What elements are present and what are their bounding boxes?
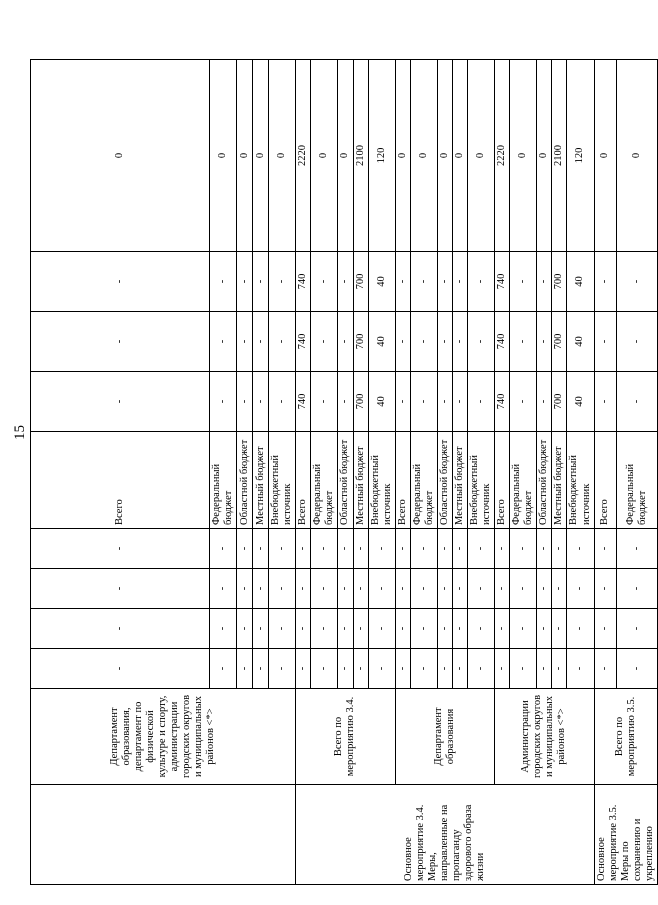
value-cell: - [468, 312, 495, 372]
value-cell: - [452, 372, 467, 432]
value-cell: - [395, 252, 410, 312]
total-cell: 0 [452, 60, 467, 252]
value-cell: - [31, 312, 210, 372]
code-cell: - [410, 569, 437, 609]
code-cell: - [353, 569, 368, 609]
code-cell: - [253, 609, 269, 649]
total-cell: 0 [410, 60, 437, 252]
total-cell: 0 [31, 60, 210, 252]
value-cell: - [452, 312, 467, 372]
total-cell: 120 [567, 60, 594, 252]
value-cell: - [594, 312, 617, 372]
value-cell: - [617, 252, 658, 312]
total-cell: 2100 [353, 60, 368, 252]
total-cell: 0 [468, 60, 495, 252]
code-cell: - [31, 569, 210, 609]
code-cell: - [537, 609, 552, 649]
code-cell: - [617, 609, 658, 649]
funding-source-cell: Федеральный бюджет [510, 432, 537, 529]
code-cell: - [31, 649, 210, 689]
table-row [395, 60, 410, 885]
value-cell: - [468, 372, 495, 432]
value-cell: 700 [552, 252, 567, 312]
value-cell: - [237, 252, 253, 312]
value-cell: - [452, 252, 467, 312]
code-cell: - [537, 529, 552, 569]
code-cell: - [567, 609, 594, 649]
code-cell: - [237, 649, 253, 689]
code-cell: - [395, 649, 410, 689]
code-cell: - [296, 529, 311, 569]
funding-source-cell: Областной бюджет [237, 432, 253, 529]
code-cell: - [510, 609, 537, 649]
code-cell: - [410, 609, 437, 649]
total-cell: 0 [594, 60, 617, 252]
executor-cell: Департамент образования, департамент по физической культуре и спорту, администрации городских округов и муниципальных районов <*> [31, 689, 296, 785]
executor-cell: Всего по мероприятию 3.5. [594, 689, 657, 785]
code-cell: - [617, 529, 658, 569]
funding-source-cell: Внебюджетный источник [368, 432, 395, 529]
code-cell: - [468, 609, 495, 649]
code-cell: - [510, 529, 537, 569]
code-cell: - [353, 609, 368, 649]
value-cell: - [437, 252, 452, 312]
value-cell: 40 [368, 252, 395, 312]
value-cell: 40 [368, 312, 395, 372]
executor-cell: Администрации городских округов и муниципальных районов <*> [495, 689, 594, 785]
total-cell: 0 [269, 60, 296, 252]
value-cell: - [31, 372, 210, 432]
value-cell: 700 [353, 312, 368, 372]
code-cell: - [31, 609, 210, 649]
code-cell: - [368, 609, 395, 649]
code-cell: - [269, 569, 296, 609]
funding-source-cell: Местный бюджет [552, 432, 567, 529]
code-cell: - [495, 569, 510, 609]
code-cell: - [510, 569, 537, 609]
total-cell: 0 [437, 60, 452, 252]
code-cell: - [353, 529, 368, 569]
code-cell: - [311, 569, 338, 609]
code-cell: - [617, 569, 658, 609]
event-cell: Основное мероприятие 3.4. Меры, направленные на пропаганду здорового образа жизни [296, 785, 594, 885]
value-cell: - [510, 312, 537, 372]
code-cell: - [552, 649, 567, 689]
value-cell: 40 [567, 252, 594, 312]
value-cell: 40 [567, 372, 594, 432]
total-cell: 2220 [495, 60, 510, 252]
code-cell: - [552, 569, 567, 609]
code-cell: - [311, 649, 338, 689]
code-cell: - [495, 649, 510, 689]
code-cell: - [395, 529, 410, 569]
value-cell: - [237, 372, 253, 432]
value-cell: - [594, 372, 617, 432]
value-cell: 40 [567, 312, 594, 372]
code-cell: - [269, 649, 296, 689]
executor-cell: Всего по мероприятию 3.4. [296, 689, 395, 785]
code-cell: - [437, 609, 452, 649]
code-cell: - [567, 569, 594, 609]
code-cell: - [338, 649, 353, 689]
value-cell: - [210, 372, 237, 432]
total-cell: 0 [510, 60, 537, 252]
code-cell: - [31, 529, 210, 569]
code-cell: - [552, 529, 567, 569]
total-cell: 120 [368, 60, 395, 252]
value-cell: - [437, 312, 452, 372]
code-cell: - [495, 529, 510, 569]
funding-source-cell: Местный бюджет [253, 432, 269, 529]
event-cell [31, 785, 296, 885]
code-cell: - [353, 649, 368, 689]
code-cell: - [253, 569, 269, 609]
code-cell: - [237, 609, 253, 649]
event-cell: Основное мероприятие 3.5. Меры по сохранению и укреплению [594, 785, 657, 885]
value-cell: - [410, 252, 437, 312]
budget-table [30, 59, 658, 885]
value-cell: 700 [353, 252, 368, 312]
value-cell: - [253, 252, 269, 312]
value-cell: - [617, 312, 658, 372]
code-cell: - [452, 609, 467, 649]
value-cell: 740 [495, 372, 510, 432]
value-cell: 700 [552, 372, 567, 432]
funding-source-cell: Местный бюджет [353, 432, 368, 529]
code-cell: - [296, 649, 311, 689]
value-cell: 740 [296, 312, 311, 372]
code-cell: - [617, 649, 658, 689]
code-cell: - [311, 609, 338, 649]
value-cell: - [537, 372, 552, 432]
code-cell: - [210, 609, 237, 649]
funding-source-cell: Всего [594, 432, 617, 529]
code-cell: - [452, 569, 467, 609]
code-cell: - [210, 649, 237, 689]
code-cell: - [437, 649, 452, 689]
funding-source-cell: Всего [31, 432, 210, 529]
code-cell: - [437, 569, 452, 609]
funding-source-cell: Федеральный бюджет [210, 432, 237, 529]
code-cell: - [537, 569, 552, 609]
value-cell: - [510, 252, 537, 312]
funding-source-cell: Федеральный бюджет [311, 432, 338, 529]
value-cell: - [338, 372, 353, 432]
value-cell: - [269, 312, 296, 372]
value-cell: 740 [495, 312, 510, 372]
code-cell: - [253, 649, 269, 689]
value-cell: - [311, 372, 338, 432]
funding-source-cell: Внебюджетный источник [269, 432, 296, 529]
table-row [594, 60, 617, 885]
code-cell: - [269, 609, 296, 649]
value-cell: - [311, 312, 338, 372]
code-cell: - [338, 609, 353, 649]
value-cell: - [338, 312, 353, 372]
value-cell: - [537, 312, 552, 372]
code-cell: - [395, 609, 410, 649]
code-cell: - [410, 649, 437, 689]
funding-source-cell: Областной бюджет [437, 432, 452, 529]
total-cell: 0 [311, 60, 338, 252]
rotated-table-wrapper [30, 60, 655, 885]
funding-source-cell: Всего [495, 432, 510, 529]
code-cell: - [210, 529, 237, 569]
value-cell: - [237, 312, 253, 372]
value-cell: - [31, 252, 210, 312]
code-cell: - [395, 569, 410, 609]
funding-source-cell: Федеральный бюджет [410, 432, 437, 529]
code-cell: - [210, 569, 237, 609]
total-cell: 0 [253, 60, 269, 252]
value-cell: - [617, 372, 658, 432]
value-cell: 700 [552, 312, 567, 372]
code-cell: - [338, 569, 353, 609]
funding-source-cell: Федеральный бюджет [617, 432, 658, 529]
code-cell: - [437, 529, 452, 569]
total-cell: 0 [338, 60, 353, 252]
value-cell: - [338, 252, 353, 312]
value-cell: 740 [296, 252, 311, 312]
value-cell: - [210, 252, 237, 312]
code-cell: - [537, 649, 552, 689]
code-cell: - [269, 529, 296, 569]
code-cell: - [237, 529, 253, 569]
code-cell: - [452, 529, 467, 569]
code-cell: - [468, 529, 495, 569]
value-cell: - [410, 372, 437, 432]
value-cell: - [510, 372, 537, 432]
value-cell: - [410, 312, 437, 372]
page-number: 15 [12, 425, 28, 440]
code-cell: - [495, 609, 510, 649]
value-cell: 700 [353, 372, 368, 432]
value-cell: 40 [368, 372, 395, 432]
value-cell: - [210, 312, 237, 372]
value-cell: - [269, 372, 296, 432]
value-cell: - [395, 372, 410, 432]
funding-source-cell: Местный бюджет [452, 432, 467, 529]
value-cell: - [253, 372, 269, 432]
value-cell: - [594, 252, 617, 312]
code-cell: - [296, 569, 311, 609]
code-cell: - [510, 649, 537, 689]
funding-source-cell: Всего [296, 432, 311, 529]
funding-source-cell: Областной бюджет [537, 432, 552, 529]
code-cell: - [594, 609, 617, 649]
code-cell: - [468, 649, 495, 689]
total-cell: 2100 [552, 60, 567, 252]
code-cell: - [594, 529, 617, 569]
value-cell: - [311, 252, 338, 312]
total-cell: 0 [617, 60, 658, 252]
funding-source-cell: Областной бюджет [338, 432, 353, 529]
value-cell: 740 [495, 252, 510, 312]
code-cell: - [253, 529, 269, 569]
table-row [31, 60, 210, 885]
total-cell: 2220 [296, 60, 311, 252]
code-cell: - [468, 569, 495, 609]
code-cell: - [311, 529, 338, 569]
executor-cell: Департамент образования [395, 689, 494, 785]
total-cell: 0 [395, 60, 410, 252]
code-cell: - [368, 529, 395, 569]
total-cell: 0 [237, 60, 253, 252]
funding-source-cell: Всего [395, 432, 410, 529]
code-cell: - [296, 609, 311, 649]
code-cell: - [594, 569, 617, 609]
table-row [495, 60, 510, 885]
code-cell: - [368, 569, 395, 609]
value-cell: 740 [296, 372, 311, 432]
code-cell: - [338, 529, 353, 569]
code-cell: - [594, 649, 617, 689]
value-cell: - [253, 312, 269, 372]
funding-source-cell: Внебюджетный источник [567, 432, 594, 529]
code-cell: - [452, 649, 467, 689]
total-cell: 0 [210, 60, 237, 252]
table-row [296, 60, 311, 885]
code-cell: - [368, 649, 395, 689]
total-cell: 0 [537, 60, 552, 252]
code-cell: - [567, 529, 594, 569]
value-cell: - [395, 312, 410, 372]
code-cell: - [237, 569, 253, 609]
value-cell: - [269, 252, 296, 312]
funding-source-cell: Внебюджетный источник [468, 432, 495, 529]
code-cell: - [410, 529, 437, 569]
value-cell: - [537, 252, 552, 312]
value-cell: - [437, 372, 452, 432]
code-cell: - [552, 609, 567, 649]
value-cell: - [468, 252, 495, 312]
code-cell: - [567, 649, 594, 689]
